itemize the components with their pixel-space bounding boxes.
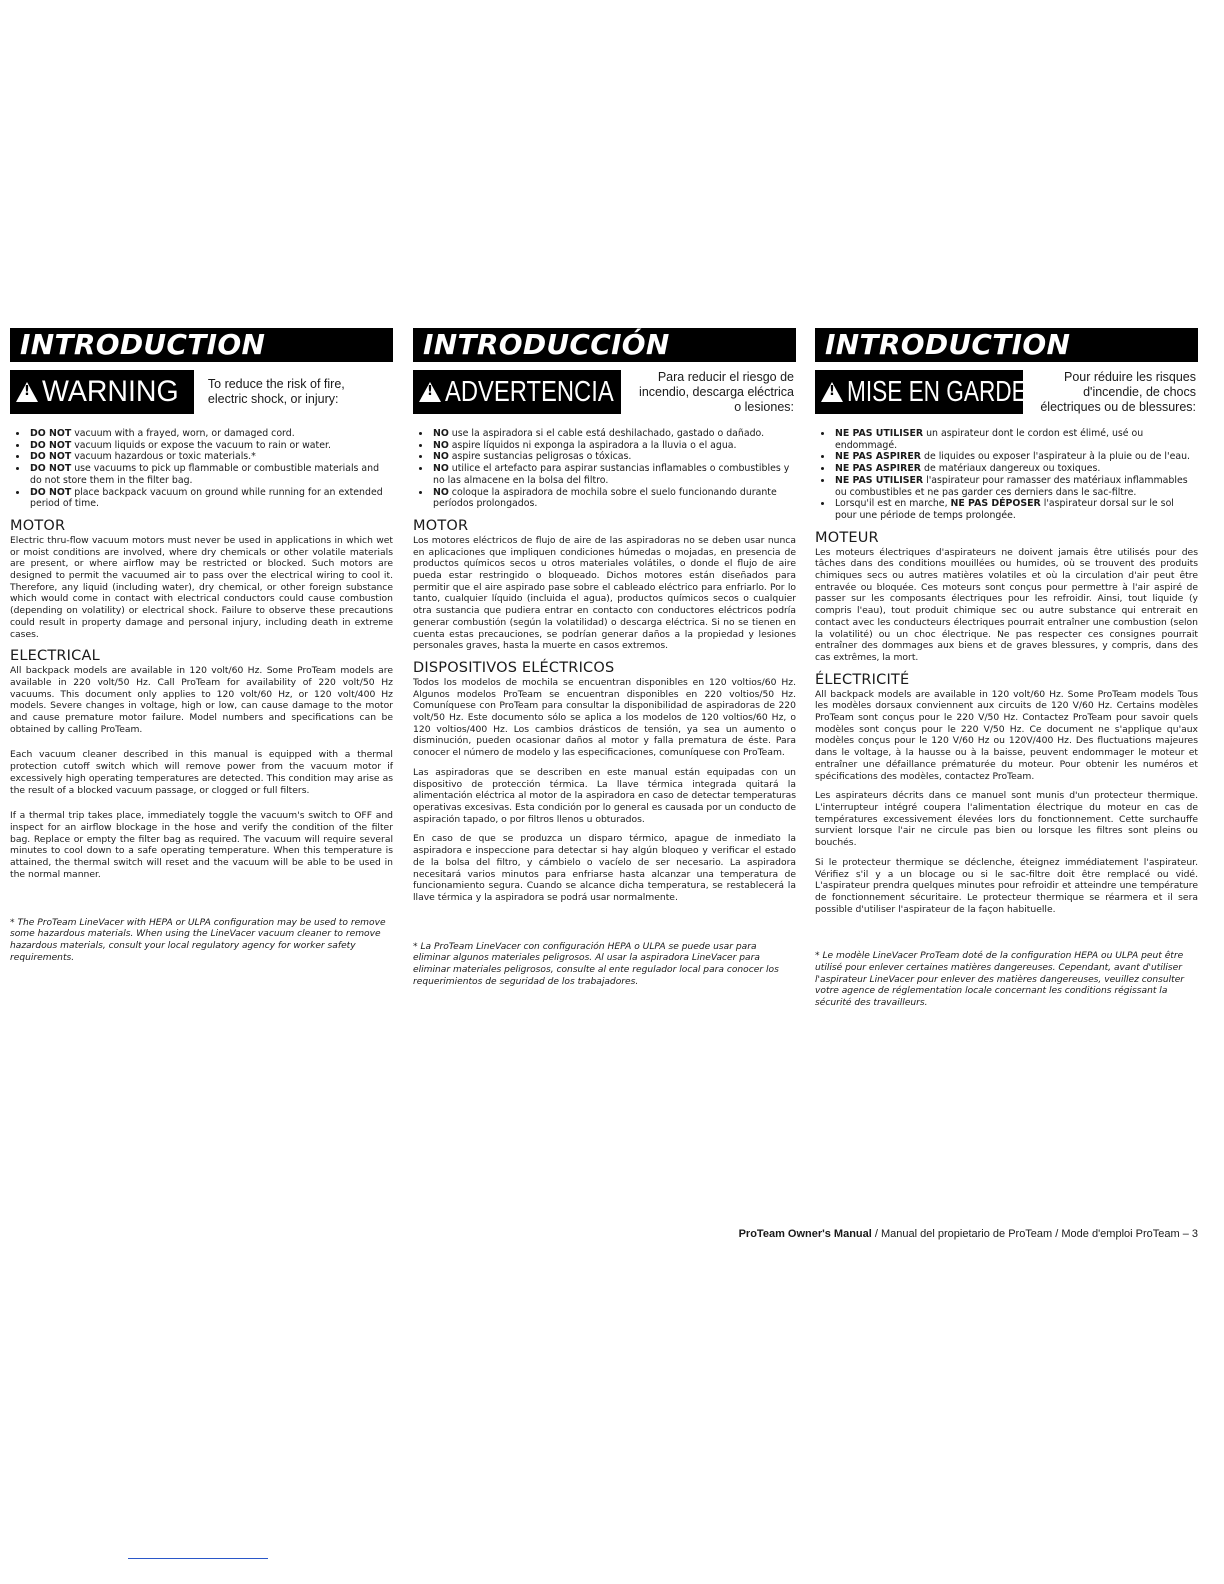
electrical-heading: DISPOSITIVOS ELÉCTRICOS	[413, 659, 615, 676]
warning-triangle-icon: !	[419, 382, 441, 402]
footnote: * La ProTeam LineVacer con configuración HEPA o ULPA se puede usar para eliminar algunos materiales peligrosos. Al usar la aspiradora LineVacer para eliminar materiales peligrosos, consulte al ente regulador local para conocer los requerimientos de seguridad de los trabajadores.	[413, 941, 779, 987]
warning-list	[413, 428, 796, 510]
warning-list	[815, 428, 1198, 522]
footer-rule	[128, 1558, 268, 1559]
motor-heading: MOTOR	[413, 517, 469, 534]
electrical-paragraph: All backpack models are available in 120 volt/60 Hz. Some ProTeam models Tous les modèles dorsaux conviennent aux circuits de 120 V/60 Hz. Certains modèles ProTeam sont conçus pour le 220 V/50 Hz. Contactez ProTeam pour savoir quels modèles sont conçus pour le 220 V/50 Hz. Ce document ne s'applique qu'aux modèles conçus pour le 120 V/60 Hz ou 120V/400 Hz. Des fluctuations majeures dans le voltage, à la hausse ou à la baisse, peuvent endommager le moteur et entraîner une défaillance prématurée du moteur. Pour obtenir les numéros et spécifications des modèles, contactez ProTeam.	[815, 688, 1198, 782]
thermal-paragraph: Each vacuum cleaner described in this manual is equipped with a thermal protection cutoff switch which will remove power from the vacuum motor if excessively high operating temperatures are detected. This condition may arise as the result of a blocked vacuum passage, or clogged or full filters.	[10, 749, 393, 796]
warning-text: Pour réduire les risques d'incendie, de chocs électriques ou de blessures:	[1040, 369, 1196, 414]
motor-heading: MOTEUR	[815, 529, 879, 546]
warning-list	[10, 428, 393, 510]
list-item: • DO NOT vacuum with a frayed, worn, or damaged cord.	[28, 428, 393, 440]
list-item: • NE PAS ASPIRER de liquides ou exposer l'aspirateur à la pluie ou de l'eau.	[833, 451, 1198, 463]
warning-row	[10, 370, 393, 414]
list-item: • DO NOT vacuum hazardous or toxic materials.*	[28, 451, 393, 463]
list-item: • NO use la aspiradora si el cable está deshilachado, gastado o dañado.	[431, 428, 796, 440]
warning-label: MISE EN GARDE	[847, 376, 1027, 408]
warning-text: To reduce the risk of fire, electric shock, or injury:	[207, 377, 345, 406]
list-item: • NO aspire sustancias peligrosas o tóxicas.	[431, 451, 796, 463]
motor-paragraph: Electric thru-flow vacuum motors must never be used in applications in which wet or moist conditions are involved, where dry chemicals or other volatile materials are present, or where airflow may be restricted or blocked. Such motors are designed to permit the vacuumed air to pass over the electrical wiring to cool it. Therefore, any liquid (including water), dry chemical, or other foreign substance which would come in contact with electrical conductors could cause combustion (depending on volatility) or electrical shock. Failure to observe these precautions could result in property damage and personal injury, including death in extreme cases.	[10, 534, 393, 640]
english-column	[10, 328, 393, 964]
warning-triangle-icon: !	[16, 382, 38, 402]
electrical-heading: ÉLECTRICITÉ	[815, 671, 910, 688]
thermal-paragraph: Les aspirateurs décrits dans ce manuel sont munis d'un protecteur thermique. L'interrupteur intégré coupera l'alimentation électrique du moteur en cas de températures excessivement élevées lors du fonctionnement. Cette surchauffe survient lorsque l'air ne circule pas bien ou lorsque les filtres sont pleins ou bouchés.	[815, 790, 1198, 849]
warning-label: WARNING	[42, 375, 179, 408]
spanish-column	[413, 328, 796, 988]
electrical-paragraph: All backpack models are available in 120 volt/60 Hz. Some ProTeam models are available in 220 volt/50 Hz. Call ProTeam for availability of 220 volt/50 Hz vacuums. This document only applies to 120 volt/60 Hz, or 120 volt/400 Hz models. Severe changes in voltage, high or low, can cause damage to the motor and cause premature motor failure. Model numbers and specifications can be obtained by calling ProTeam.	[10, 665, 393, 735]
list-item: • Lorsqu'il est en marche, NE PAS DÉPOSER l'aspirateur dorsal sur le sol pour une période de temps prolongée.	[833, 498, 1198, 521]
warning-badge	[815, 370, 1027, 414]
warning-label: ADVERTENCIA	[445, 376, 614, 408]
warning-row	[413, 370, 796, 414]
warning-triangle-icon: !	[821, 382, 843, 402]
section-heading: INTRODUCTION	[10, 328, 393, 362]
footer-title: ProTeam Owner's Manual	[738, 1228, 872, 1240]
footnote: * Le modèle LineVacer ProTeam doté de la configuration HEPA ou ULPA peut être utilisé pour enlever certaines matières dangereuses. Cependant, avant d'utiliser l'aspirateur LineVacer pour enlever des matières dangereuses, veuillez consulter votre agence de réglementation locale concernant les conditions régissant la sécurité des travailleurs.	[815, 951, 1185, 1009]
warning-badge	[10, 370, 194, 414]
motor-paragraph: Los motores eléctricos de flujo de aire de las aspiradoras no se deben usar nunca en aplicaciones que impliquen condiciones húmedas o mojadas, en presencia de productos químicos secos u otros materiales volátiles, o donde el flujo de aire pueda estar restringido o bloqueado. Dichos motores están diseñados para permitir que el aire aspirado pase sobre el cableado eléctrico para enfriarlo. Por lo tanto, cualquier líquido (incluida el agua), productos químicos secos o cualquier otra sustancia que pudiera entrar en contacto con conductores eléctricos podría generar combustión (según la volatilidad) o descarga eléctrica. Si no se tienen en cuenta estas precauciones, se podrían generar daños a la propiedad y lesiones personales graves, hasta la muerte en casos extremos.	[413, 534, 796, 652]
list-item: • NO aspire líquidos ni exponga la aspiradora a la lluvia o el agua.	[431, 440, 796, 452]
footer-text: / Manual del propietario de ProTeam / Mode d'emploi ProTeam – 3	[871, 1228, 1198, 1240]
section-heading: INTRODUCCIÓN	[413, 328, 796, 362]
list-item: • DO NOT use vacuums to pick up flammable or combustible materials and do not store them in the filter bag.	[28, 463, 393, 486]
warning-badge	[413, 370, 621, 414]
page-footer	[700, 1228, 1198, 1240]
list-item: • NE PAS ASPIRER de matériaux dangereux ou toxiques.	[833, 463, 1198, 475]
thermal-paragraph: Las aspiradoras que se describen en este manual están equipadas con un dispositivo de protección térmica. La llave térmica integrada quitará la alimentación eléctrica al motor de la aspiradora en caso de detectar temperaturas operativas excesivas. Esta condición por lo general es causada por un conducto de aspiración tapado, o por filtros llenos u obturados.	[413, 766, 796, 825]
footnote: * The ProTeam LineVacer with HEPA or ULPA configuration may be used to remove some hazardous materials. When using the LineVacer vacuum cleaner to remove hazardous materials, consult your local regulatory agency for worker safety requirements.	[10, 917, 386, 963]
section-heading: INTRODUCTION	[815, 328, 1198, 362]
motor-paragraph: Les moteurs électriques d'aspirateurs ne doivent jamais être utilisés pour des tâches dans des conditions mouillées ou humides, où se trouvent des produits chimiques secs ou autres matières volatiles et où la circulation d'air peut être entravée ou bloquée. Ces moteurs sont conçus pour permettre à l'air aspiré de passer sur les composants électriques pour les refroidir. Ainsi, tout liquide (y compris l'eau), tout produit chimique sec ou autre substance qui entrerait en contact avec les conducteurs électriques pourrait entraîner une combustion (selon la volatilité) ou un choc électrique. Ne pas respecter ces consignes pourrait entraîner des dommages aux biens et de graves blessures, y compris, dans des cas extrêmes, la mort.	[815, 546, 1198, 663]
list-item: • NO utilice el artefacto para aspirar sustancias inflamables o combustibles y no las almacene en la bolsa del filtro.	[431, 463, 796, 486]
list-item: • DO NOT vacuum liquids or expose the vacuum to rain or water.	[28, 440, 393, 452]
motor-heading: MOTOR	[10, 517, 66, 534]
thermal-trip-paragraph: If a thermal trip takes place, immediately toggle the vacuum's switch to OFF and inspect for an airflow blockage in the hose and verify the condition of the filter bag. Replace or empty the filter bag as required. The vacuum will require several minutes to cool down to a safe operating temperature. When this temperature is attained, the thermal switch will reset and the vacuum will be able to be used in the normal manner.	[10, 810, 393, 880]
thermal-trip-paragraph: Si le protecteur thermique se déclenche, éteignez immédiatement l'aspirateur. Vérifiez s'il y a un blocage ou si le sac-filtre doit être remplacé ou vidé. L'aspirateur prendra quelques minutes pour refroidir et atteindre une température de fonctionnement sécuritaire. Le protecteur thermique se réarmera et il sera possible d'utiliser l'aspirateur de la façon habituelle.	[815, 856, 1198, 915]
list-item: • NO coloque la aspiradora de mochila sobre el suelo funcionando durante períodos prolongados.	[431, 487, 796, 510]
electrical-heading: ELECTRICAL	[10, 648, 100, 665]
list-item: • NE PAS UTILISER l'aspirateur pour ramasser des matériaux inflammables ou combustibles et ne pas garder ces derniers dans le sac-filtre.	[833, 475, 1198, 498]
electrical-paragraph: Todos los modelos de mochila se encuentran disponibles en 120 voltios/60 Hz. Algunos modelos ProTeam se encuentran disponibles en 220 voltios/50 Hz. Comuníquese con ProTeam para consultar la disponibilidad de aspiradoras de 220 volt/50 Hz. Este documento sólo se aplica a los modelos de 120 voltios/60 Hz, o 120 voltios/400 Hz. Los cambios drásticos de tensión, ya sea un aumento o disminución, pueden ocasionar daños al motor y falla prematura de éste. Para conocer el número de modelo y las especificaciones, comuníquese con ProTeam.	[413, 676, 796, 759]
warning-row	[815, 370, 1198, 414]
list-item: • NE PAS UTILISER un aspirateur dont le cordon est élimé, usé ou endommagé.	[833, 428, 1198, 451]
list-item: • DO NOT place backpack vacuum on ground while running for an extended period of time.	[28, 487, 393, 510]
thermal-trip-paragraph: En caso de que se produzca un disparo térmico, apague de inmediato la aspiradora e inspeccione para detectar si hay algún bloqueo y verificar el estado de la bolsa del filtro, y cámbielo o vacíelo de ser necesario. La aspiradora necesitará varios minutos para enfriarse hasta alcanzar una temperatura de funcionamiento segura. Cuando se alcance dicha temperatura, se restablecerá la llave térmica y la aspiradora se podrá usar normalmente.	[413, 833, 796, 903]
warning-text: Para reducir el riesgo de incendio, descarga eléctrica o lesiones:	[639, 369, 794, 414]
french-column	[815, 328, 1198, 1010]
